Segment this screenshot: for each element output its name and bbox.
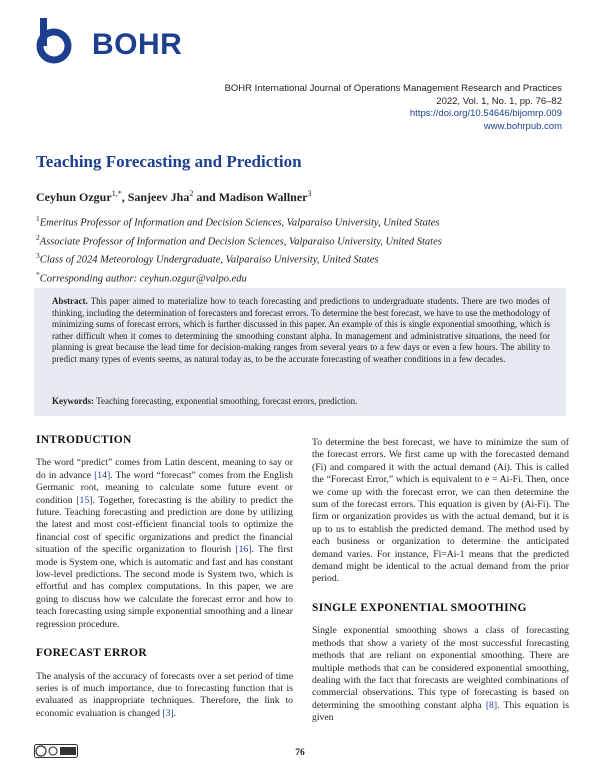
- citation-link[interactable]: [14]: [94, 469, 111, 481]
- journal-info: [225, 83, 562, 133]
- author-name: Sanjeev Jha: [127, 190, 190, 204]
- citation-link[interactable]: [15]: [76, 494, 93, 506]
- author-name: Madison Wallner: [218, 190, 308, 204]
- bohr-logo: [34, 14, 183, 70]
- page-number: 76: [295, 748, 305, 758]
- citation-link[interactable]: [3]: [162, 707, 174, 719]
- keywords: [52, 396, 550, 406]
- affiliation-list: [36, 212, 442, 286]
- abstract: [52, 296, 550, 366]
- author-list: Ceyhun Ozgur$^{1,*}$, Sanjeev Jha$^2$ and Madison Wallner$^3$: [36, 189, 312, 204]
- section-heading-forecast-error: FORECAST ERROR: [36, 647, 148, 660]
- forecast-error-paragraph: The analysis of the accuracy of forecasts over a set period of time series is of much importance, due to forecasting function that is evaluated as inappropriate techniques. Therefore, the link to economic evaluation is changed [3].: [36, 670, 293, 719]
- corresponding-author: *Corresponding author: ceyhun.ozgur@valpo.edu: [36, 269, 247, 284]
- intro-paragraph: The word “predict” comes from Latin descent, meaning to say or do in advance [14]. The word “forecast” comes from the English Germanic root, meaning to calculate some future event or condition [15]. Together, forecasting is the ability to predict the future. Teaching forecasting and prediction are done by utilizing the latest and most cost-efficient financial tools to optimize the financial cost of specific organizations and predict the financial situation of the specific organization to flourish [16]. The first mode is System one, which is automatic and fast and has constant low-level predictions. The second mode is System two, which is effortful and has complex computations. In this paper, we are going to discuss how we calculate the forecast error and how to teach forecasting using simple exponential smoothing and a linear regression procedure.: [36, 457, 294, 630]
- keywords-label: Keywords:: [52, 396, 94, 406]
- journal-name: BOHR International Journal of Operations Management Research and Practices: [224, 83, 562, 94]
- author-name: Ceyhun Ozgur: [36, 190, 112, 204]
- left-column: [36, 434, 293, 720]
- section-heading-introduction: INTRODUCTION: [36, 434, 132, 446]
- forecast-error-continued-paragraph: To determine the best forecast, we have to minimize the sum of the forecast errors. We first came up with the forecasted demand (Fi) and compared it with the actual demand (Ai). This is called the “Forecast Error,” which is equivalent to e = Ai-Fi. Then, once we come up with the forecast error, we can then determine the sum of the forecast errors. This equation is given by (Ai-Fi). The firm or organization provides us with the actual demand, but it is up to us to establish the predicted demand. The method used by each business or organization to determine the anticipated demand varies. For instance, Fi=Ai-1 means that the predicted demand might be identical to the actual demand from the prior period.: [312, 437, 569, 585]
- affiliation-item: $^2$Associate Professor of Information and Decision Sciences, Valparaiso University, United States: [36, 232, 442, 247]
- keywords-text: Teaching forecasting, exponential smoothing, forecast errors, prediction.: [96, 396, 358, 406]
- ses-paragraph: Single exponential smoothing shows a class of forecasting methods that show a variety of the most successful forecasting methods that are reliant on exponential smoothing. There are multiple methods that can be considered exponential smoothing, dealing with the fact that forecasts are weighted combinations of commercial observations. This type of forecasting is based on determining the smoothing constant alpha [8]. This equation is given: [312, 625, 569, 724]
- abstract-box: [34, 288, 566, 416]
- website-link[interactable]: www.bohrpub.com: [483, 120, 562, 132]
- bohr-logo-text: BOHR: [92, 28, 183, 61]
- affiliation-item: $^1$Emeritus Professor of Information and Decision Sciences, Valparaiso University, United States: [36, 214, 440, 229]
- author-mark: 2: [189, 189, 194, 198]
- abstract-label: Abstract.: [52, 296, 88, 306]
- right-column: [312, 434, 569, 725]
- paper-title: Teaching Forecasting and Prediction: [36, 152, 302, 171]
- author-mark: 3: [307, 189, 312, 198]
- citation-link[interactable]: [8]: [485, 699, 498, 711]
- author-mark: 1,*: [111, 189, 122, 198]
- journal-issue: 2022, Vol. 1, No. 1, pp. 76–82: [436, 95, 562, 107]
- citation-link[interactable]: [16]: [235, 544, 252, 556]
- doi-link[interactable]: https://doi.org/10.54646/bijomrp.009: [409, 108, 562, 119]
- section-heading-single-exponential-smoothing: SINGLE EXPONENTIAL SMOOTHING: [312, 601, 527, 614]
- abstract-text: This paper aimed to materialize how to teach forecasting and predictions to undergraduate students. There are two modes of thinking, including the determination of forecasters and forecast errors. To determine the best forecast, we have to use the methodology of minimizing sums of forecast errors, which is further discussed in this paper. An example of this is single exponential smoothing, which is rather difficult when it comes to determining the smoothing constant alpha. In management and administrative situations, the need for planning is great because the lead time for decision-making ranges from several years to a few days or even a few hours. The ability to predict many types of events seems, as natural today as, to be the accurate forecasting of weather conditions in a few decades.: [52, 296, 551, 364]
- bohr-logo-icon: [34, 14, 90, 70]
- affiliation-item: $^3$Class of 2024 Meteorology Undergraduate, Valparaiso University, United States: [36, 251, 379, 266]
